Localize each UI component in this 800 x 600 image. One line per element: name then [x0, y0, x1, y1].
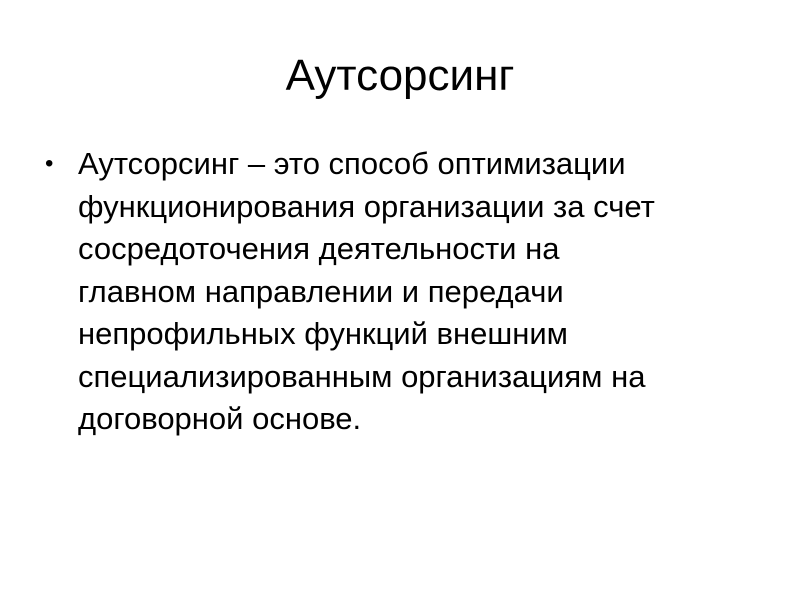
- bullet-marker: •: [45, 150, 54, 177]
- bullet-text-line: непрофильных функций внешним: [78, 316, 568, 351]
- bullet-text-line: Аутсорсинг – это способ оптимизации: [78, 146, 626, 181]
- bullet-text-line: функционирования организации за счет: [78, 188, 655, 224]
- bullet-text-line: договорной основе.: [78, 401, 362, 436]
- bullet-text-line: специализированным организациям на: [78, 358, 646, 394]
- bullet-text-line: сосредоточения деятельности на: [78, 231, 560, 266]
- bullet-text-line: главном направлении и передачи: [78, 273, 564, 309]
- bullet-list: [45, 143, 765, 441]
- slide-title: Аутсорсинг: [285, 51, 515, 100]
- bullet-item: [45, 143, 765, 441]
